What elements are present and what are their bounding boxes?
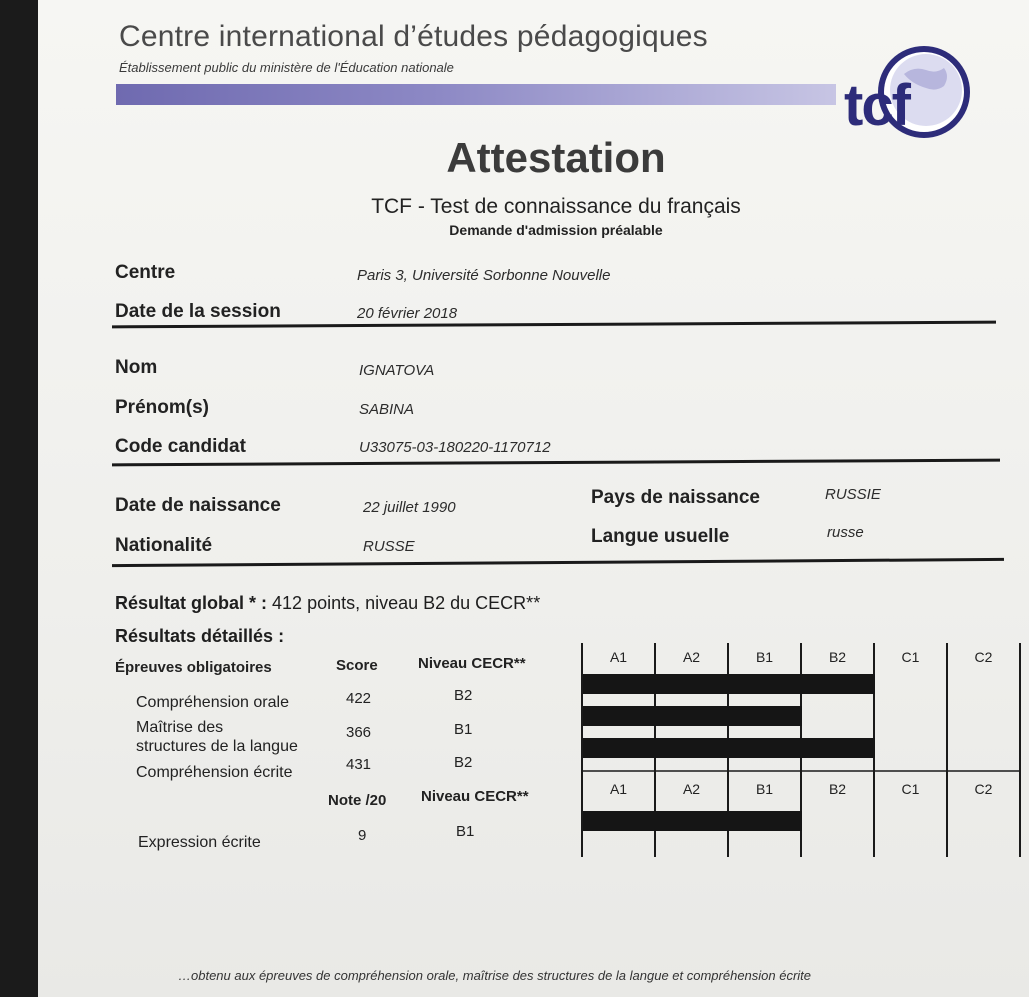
chart-bar-g1-1 bbox=[583, 706, 802, 726]
chart-bar-g1-0 bbox=[583, 674, 875, 694]
col-score: Score bbox=[336, 657, 378, 674]
chart-level-label-top-c2: C2 bbox=[974, 649, 993, 665]
chart-level-label-top-a1: A1 bbox=[609, 649, 628, 665]
row-score-structures: 366 bbox=[346, 724, 372, 741]
detailed-results-label: Résultats détaillés : bbox=[115, 626, 285, 646]
global-result-label: Résultat global * : bbox=[115, 593, 268, 613]
centre-value: Paris 3, Université Sorbonne Nouvelle bbox=[357, 267, 611, 284]
row-level-structures: B1 bbox=[454, 721, 473, 738]
global-result bbox=[115, 593, 540, 614]
row-label-oral: Compréhension orale bbox=[136, 694, 289, 711]
language-label: Langue usuelle bbox=[591, 526, 730, 547]
dob-label: Date de naissance bbox=[115, 495, 281, 516]
prenom-value: SABINA bbox=[359, 401, 415, 418]
col-niveau: Niveau CECR** bbox=[418, 655, 526, 672]
row-level-oral: B2 bbox=[454, 687, 473, 704]
row-label-expression: Expression écrite bbox=[138, 834, 261, 851]
dob-value: 22 juillet 1990 bbox=[363, 499, 456, 516]
session-date-value: 20 février 2018 bbox=[357, 305, 458, 322]
centre-label: Centre bbox=[115, 262, 176, 283]
col-niveau-2: Niveau CECR** bbox=[421, 788, 529, 805]
page-subtitle: TCF - Test de connaissance du français bbox=[371, 195, 741, 218]
code-value: U33075-03-180220-1170712 bbox=[359, 439, 551, 456]
rule-3 bbox=[112, 558, 1004, 567]
chart-level-label-top-c1: C1 bbox=[901, 649, 920, 665]
row-label-ecrite: Compréhension écrite bbox=[136, 764, 293, 781]
chart-level-label-bottom-b2: B2 bbox=[828, 781, 847, 797]
rule-2 bbox=[112, 459, 1000, 467]
col-note: Note /20 bbox=[328, 792, 387, 809]
header-band bbox=[116, 84, 836, 105]
footer-note: …obtenu aux épreuves de compréhension orale, maîtrise des structures de la langue et compréhension écrite bbox=[178, 968, 812, 983]
prenom-label: Prénom(s) bbox=[115, 397, 209, 418]
chart-level-label-bottom-a2: A2 bbox=[682, 781, 701, 797]
org-name: Centre international d’études pédagogiques bbox=[119, 20, 708, 53]
row-label-structures-2: structures de la langue bbox=[136, 738, 298, 755]
col-epreuves: Épreuves obligatoires bbox=[115, 659, 272, 676]
org-subtitle: Établissement public du ministère de l'Éducation nationale bbox=[119, 60, 454, 75]
chart-level-label-bottom-c2: C2 bbox=[974, 781, 993, 797]
country-value: RUSSIE bbox=[825, 486, 881, 503]
country-label: Pays de naissance bbox=[591, 487, 760, 508]
row-label-structures-1: Maîtrise des bbox=[136, 719, 224, 736]
nationality-label: Nationalité bbox=[115, 535, 213, 556]
chart-level-label-bottom-a1: A1 bbox=[609, 781, 628, 797]
session-date-label: Date de la session bbox=[115, 301, 281, 322]
chart-level-label-top-b1: B1 bbox=[755, 649, 774, 665]
chart-bar-g1-2 bbox=[583, 738, 875, 758]
row-level-ecrite: B2 bbox=[454, 754, 473, 771]
attestation-page bbox=[38, 0, 1029, 997]
row-score-oral: 422 bbox=[346, 690, 372, 707]
cecr-chart bbox=[578, 635, 1029, 865]
chart-bar-g2-0 bbox=[583, 811, 802, 831]
chart-level-label-bottom-c1: C1 bbox=[901, 781, 920, 797]
nationality-value: RUSSE bbox=[363, 538, 415, 555]
nom-label: Nom bbox=[115, 357, 158, 378]
chart-level-label-top-b2: B2 bbox=[828, 649, 847, 665]
page-subsubtitle: Demande d'admission préalable bbox=[449, 222, 663, 238]
nom-value: IGNATOVA bbox=[359, 362, 435, 379]
chart-level-label-bottom-b1: B1 bbox=[755, 781, 774, 797]
chart-level-label-top-a2: A2 bbox=[682, 649, 701, 665]
row-score-expression: 9 bbox=[358, 827, 367, 844]
row-level-expression: B1 bbox=[456, 823, 475, 840]
code-label: Code candidat bbox=[115, 436, 246, 457]
global-result-value: 412 points, niveau B2 du CECR** bbox=[272, 593, 541, 613]
row-score-ecrite: 431 bbox=[346, 756, 372, 773]
tcf-logo-text: tcf bbox=[844, 73, 909, 138]
language-value: russe bbox=[827, 524, 864, 541]
page-title: Attestation bbox=[446, 134, 666, 181]
